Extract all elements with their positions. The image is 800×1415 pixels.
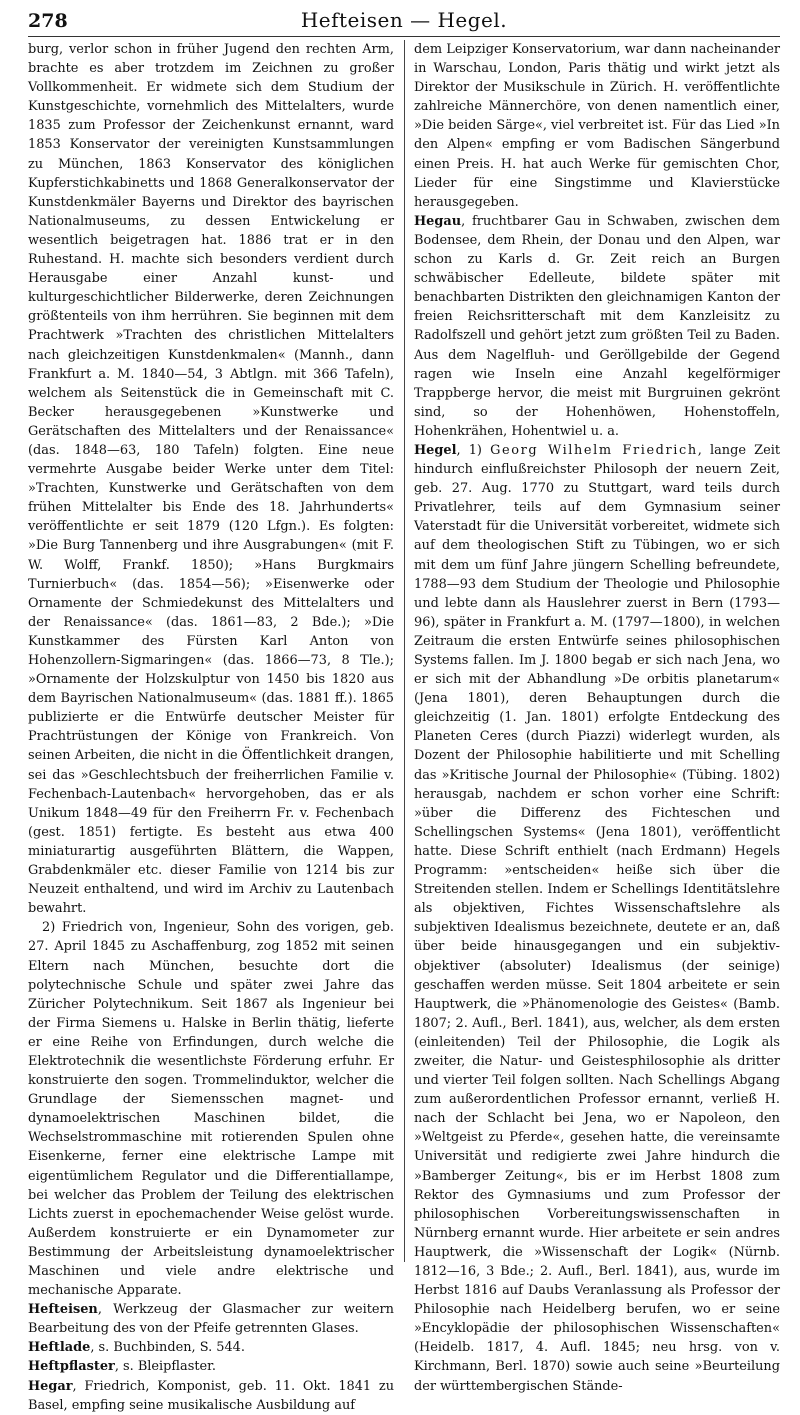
headword-heftpflaster: Heftpflaster — [28, 1359, 115, 1375]
entry-hegau — [414, 212, 780, 441]
hegel-name: Georg Wilhelm Friedrich — [490, 442, 698, 458]
headword-hegau: Hegau — [414, 213, 462, 229]
text-hegau: , fruchtbarer Gau in Schwaben, zwischen dem Bodensee, dem Rhein, der Donau und den Alpen, war schon zu Karls d. Gr. Zeit reich an Burgen schwäbischer Edelleute, bildete später mit benachbarten Distrikten den gleichnamigen Kanton der freien Reichsritterschaft mit dem Kanzleisitz zu Radolfszell und gehört jetzt zum größten Teil zu Baden. Aus dem Nagelfluh- und Geröllgebilde der Gegend ragen wie Inseln eine Anzahl kegelförmiger Trappberge hervor, die meist mit Burgruinen gekrönt sind, so der Hohenhöwen, Hohenstoffeln, Hohenkrähen, Hohentwiel u. a. — [414, 213, 780, 439]
page-header — [28, 6, 780, 36]
text-hefteisen: , Werkzeug der Glasmacher zur weitern Bearbeitung des von der Pfeife getrennten Glases. — [28, 1302, 394, 1337]
entry-hegar — [28, 1377, 394, 1415]
hegel-number: , 1) — [456, 442, 491, 458]
header-rule — [28, 36, 780, 37]
entry-continuation-hefner-alteneck: burg, verlor schon in früher Jugend den rechten Arm, brachte es aber trotzdem im Zeichnen zu großer Vollkommenheit. Er widmete sich dem Studium der Kunstgeschichte, vornehmlich des Mittelalters, wurde 1835 zum Professor der Zeichenkunst ernannt, ward 1853 Konservator der vereinigten Kunstsammlungen zu München, 1863 Konservator des königlichen Kupferstichkabinetts und 1868 Generalkonservator der Kunstdenkmäler Bayerns und Direktor des bayrischen Nationalmuseums, zu dessen Entwickelung er wesentlich beigetragen hat. 1886 trat er in den Ruhestand. H. machte sich besonders verdient durch Herausgabe einer Anzahl kunst- und kulturgeschichtlicher Bilderwerke, deren Zeichnungen größtenteils von ihm herrühren. Sie beginnen mit dem Prachtwerk »Trachten des christlichen Mittelalters nach gleichzeitigen Kunstdenkmalen« (Mannh., dann Frankfurt a. M. 1840—54, 3 Abtlgn. mit 366 Tafeln), welchem als Seitenstück die in Gemeinschaft mit C. Becker herausgegebenen »Kunstwerke und Gerätschaften des Mittelalters und der Renaissance« (das. 1848—63, 180 Tafeln) folgten. Eine neue vermehrte Ausgabe beider Werke unter dem Titel: »Trachten, Kunstwerke und Gerätschaften von dem frühen Mittelalter bis Ende des 18. Jahrhunderts« veröffentlichte er seit 1879 (120 Lfgn.). Es folgten: »Die Burg Tannenberg und ihre Ausgrabungen« (mit F. W. Wolff, Frankf. 1850); »Hans Burgkmairs Turnierbuch« (das. 1854—56); »Eisenwerke oder Ornamente der Schmiedekunst des Mittelalters und der Renaissance« (das. 1861—83, 2 Bde.); »Die Kunstkammer des Fürsten Karl Anton von Hohenzollern-Sigmaringen« (das. 1866—73, 8 Tle.); »Ornamente der Holzskulptur von 1450 bis 1820 aus dem Bayrischen Nationalmuseum« (das. 1881 ff.). 1865 publizierte er die Entwürfe deutscher Meister für Prachtrüstungen der Könige von Frankreich. Von seinen Arbeiten, die nicht in die Öffentlichkeit drangen, sei das »Geschlechtsbuch der freiherrlichen Familie v. Fechenbach-Lautenbach« hervorgehoben, das er als Unikum 1848—49 für den Freiherrn Fr. v. Fechenbach (gest. 1851) fertigte. Es besteht aus etwa 400 miniaturartig ausgeführten Blättern, die Wappen, Grabdenkmäler etc. dieser Familie von 1214 bis zur Neuzeit enthaltend, und wird im Archiv zu Lautenbach bewahrt. — [28, 42, 394, 917]
text-heftpflaster: , s. Bleipflaster. — [114, 1359, 216, 1375]
headword-heftlade: Heftlade — [28, 1340, 91, 1356]
entry-heftlade — [28, 1338, 394, 1357]
page-number: 278 — [28, 10, 68, 32]
running-head: Hefteisen — Hegel. — [300, 8, 508, 32]
headword-hefteisen: Hefteisen — [28, 1302, 98, 1318]
entry-hefner-alteneck-friedrich: 2) Friedrich von, Ingenieur, Sohn des vorigen, geb. 27. April 1845 zu Aschaffenburg, zog 1852 mit seinen Eltern nach München, besuchte dort die polytechnische Schule und später zwei Jahre das Züricher Polytechnikum. Seit 1867 als Ingenieur bei der Firma Siemens u. Halske in Berlin thätig, lieferte er eine Reihe von Erfindungen, durch welche die Elektrotechnik die wesentlichste Förderung erfuhr. Er konstruierte den sogen. Trommelinduktor, welcher die Grundlage der Siemensschen magnet- und dynamoelektrischen Maschinen bildet, die Wechselstrommaschine mit rotierenden Spulen ohne Eisenkerne, ferner eine elektrische Lampe mit eigentümlichem Regulator und die Differentiallampe, bei welcher das Problem der Teilung des elektrischen Lichts zuerst in epochemachender Weise gelöst wurde. Außerdem konstruierte er ein Dynamometer zur Bestimmung der Arbeitsleistung dynamoelektrischer Maschinen und viele andre elektrische und mechanische Apparate. — [28, 920, 394, 1299]
dictionary-page — [28, 0, 780, 1413]
entry-hefteisen — [28, 1300, 394, 1338]
left-column — [28, 40, 394, 1413]
entry-heftpflaster — [28, 1357, 394, 1376]
text-heftlade: , s. Buchbinden, S. 544. — [90, 1340, 245, 1356]
right-column — [414, 40, 780, 1394]
headword-hegar: Hegar — [28, 1378, 73, 1394]
entry-hegel — [414, 441, 780, 1396]
text-hegar: , Friedrich, Komponist, geb. 11. Okt. 1841 zu Basel, empfing seine musikalische Ausbildung auf — [28, 1378, 394, 1413]
headword-hegel: Hegel — [414, 442, 457, 458]
column-divider — [404, 40, 405, 1262]
entry-hegar-continuation: dem Leipziger Konservatorium, war dann nacheinander in Warschau, London, Paris thätig und wirkt jetzt als Direktor der Musikschule in Zürich. H. veröffentlichte zahlreiche Männerchöre, von denen namentlich einer, »Die beiden Särge«, viel verbreitet ist. Für das Lied »In den Alpen« empfing er vom Badischen Sängerbund einen Preis. H. hat auch Werke für gemischten Chor, Lieder für eine Singstimme und Klavierstücke herausgegeben. — [414, 42, 780, 210]
text-hegel: , lange Zeit hindurch einflußreichster Philosoph der neuern Zeit, geb. 27. Aug. 1770 zu Stuttgart, ward teils durch Privatlehrer, teils auf dem Gymnasium seiner Vaterstadt für die Universität vorbereitet, widmete sich auf dem theologischen Stift zu Tübingen, wo er sich mit dem um fünf Jahre jüngern Schelling befreundete, 1788—93 dem Studium der Theologie und Philosophie und lebte dann als Hauslehrer zuerst in Bern (1793—96), später in Frankfurt a. M. (1797—1800), in welchen Zeitraum die ersten Entwürfe seines philosophischen Systems fallen. Im J. 1800 begab er sich nach Jena, wo er sich mit der Abhandlung »De orbitis planetarum« (Jena 1801), deren Behauptungen durch die gleichzeitig (1. Jan. 1801) erfolgte Entdeckung des Planeten Ceres (durch Piazzi) widerlegt wurden, als Dozent der Philosophie habilitierte und mit Schelling das »Kritische Journal der Philosophie« (Tübing. 1802) herausgab, nachdem er schon vorher eine Schrift: »über die Differenz des Fichteschen und Schellingschen Systems« (Jena 1801), veröffentlicht hatte. Diese Schrift enthielt (nach Erdmann) Hegels Programm: »entscheiden« heiße sich über die Streitenden stellen. Indem er Schellings Identitätslehre als objektiven, Fichtes Wissenschaftslehre als subjektiven Idealismus bezeichnete, deutete er an, daß über beide hinausgegangen und ein subjektiv-objektiver (absoluter) Idealismus (der seinige) geschaffen werden müsse. Seit 1804 arbeitete er sein Hauptwerk, die »Phänomenologie des Geistes« (Bamb. 1807; 2. Aufl., Berl. 1841), aus, welcher, als dem ersten (einleitenden) Teil der Philosophie, die Logik als zweiter, die Natur- und Geistesphilosophie als dritter und vierter Teil folgen sollten. Nach Schellings Abgang zum außerordentlichen Professor ernannt, verließ H. nach der Schlacht bei Jena, wo er Napoleon, den »Weltgeist zu Pferde«, gesehen hatte, die vereinsamte Universität und redigierte zwei Jahre hindurch die »Bamberger Zeitung«, bis er im Herbst 1808 zum Rektor des Gymnasiums und zum Professor der philosophischen Vorbereitungswissenschaften in Nürnberg ernannt wurde. Hier arbeitete er sein andres Hauptwerk, die »Wissenschaft der Logik« (Nürnb. 1812—16, 3 Bde.; 2. Aufl., Berl. 1841), aus, wurde im Herbst 1816 auf Daubs Veranlassung als Professor der Philosophie nach Heidelberg berufen, wo er seine »Encyklopädie der philosophischen Wissenschaften« (Heidelb. 1817, 4. Aufl. 1845; neu hrsg. von v. Kirchmann, Berl. 1870) sowie auch seine »Beurteilung der württembergischen Stände- — [414, 442, 780, 1394]
